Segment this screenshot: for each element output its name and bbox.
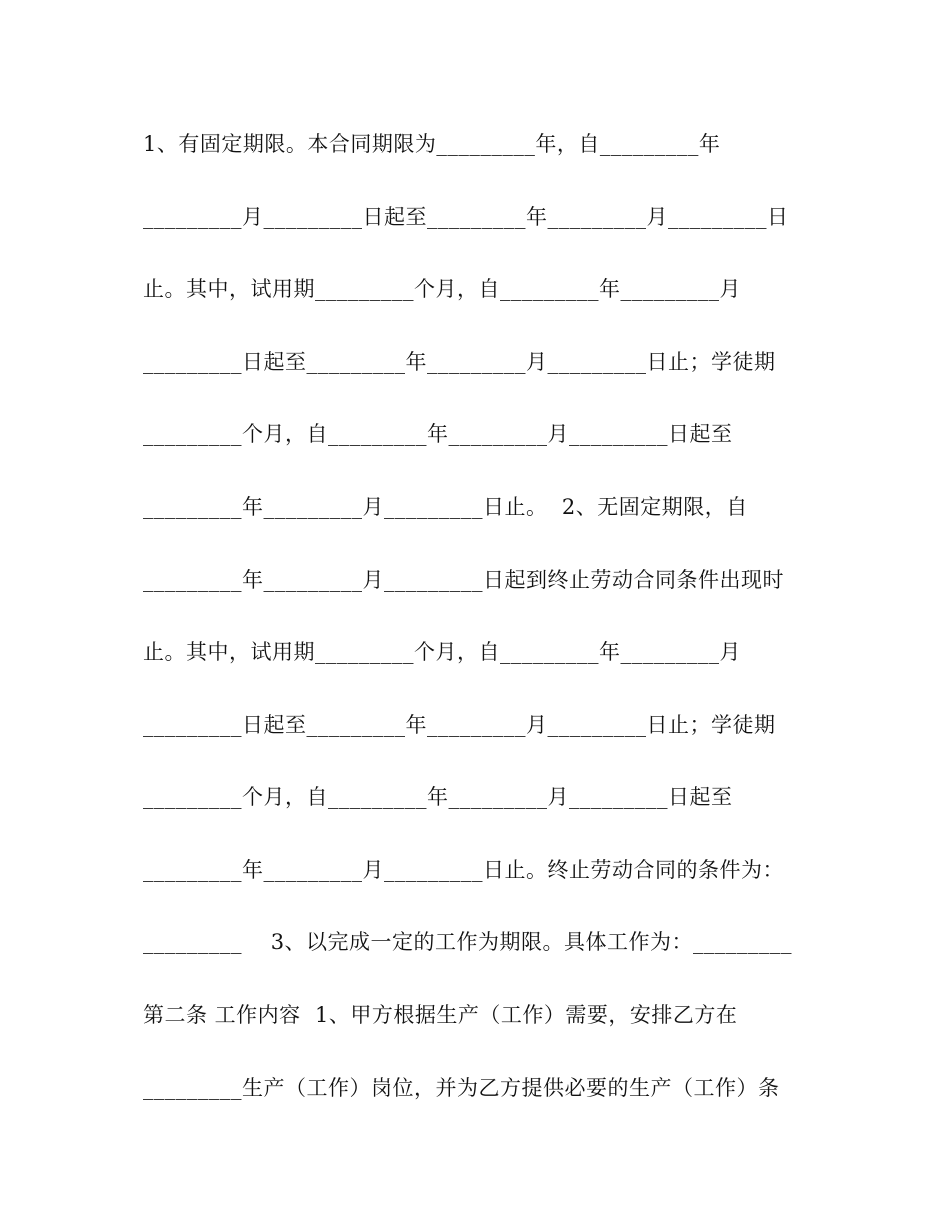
text-line: _________日起至_________年_________月_________日止；学徒期 xyxy=(143,350,776,374)
text-line: _________ 3、以完成一定的工作为期限。具体工作为：_________ xyxy=(143,930,793,954)
text-line: 止。其中，试用期_________个月，自_________年_________月 xyxy=(143,277,741,301)
text-line: _________生产（工作）岗位，并为乙方提供必要的生产（工作）条 xyxy=(143,1076,780,1100)
text-line: 止。其中，试用期_________个月，自_________年_________月 xyxy=(143,640,741,664)
text-line: _________年_________月_________日止。终止劳动合同的条件为： xyxy=(143,858,784,882)
text-line: 1、有固定期限。本合同期限为_________年，自_________年 xyxy=(143,132,721,156)
text-line: _________日起至_________年_________月_________日止；学徒期 xyxy=(143,713,776,737)
text-line: _________个月，自_________年_________月_________日起至 xyxy=(143,785,733,809)
text-line: _________年_________月_________日起到终止劳动合同条件出现时 xyxy=(143,568,784,592)
text-line: _________月_________日起至_________年_________月_________日 xyxy=(143,205,789,229)
text-line: 第二条 工作内容 1、甲方根据生产（工作）需要，安排乙方在 xyxy=(143,1003,738,1027)
text-line: _________个月，自_________年_________月_________日起至 xyxy=(143,422,733,446)
text-line: _________年_________月_________日止。 2、无固定期限，自 xyxy=(143,495,748,519)
